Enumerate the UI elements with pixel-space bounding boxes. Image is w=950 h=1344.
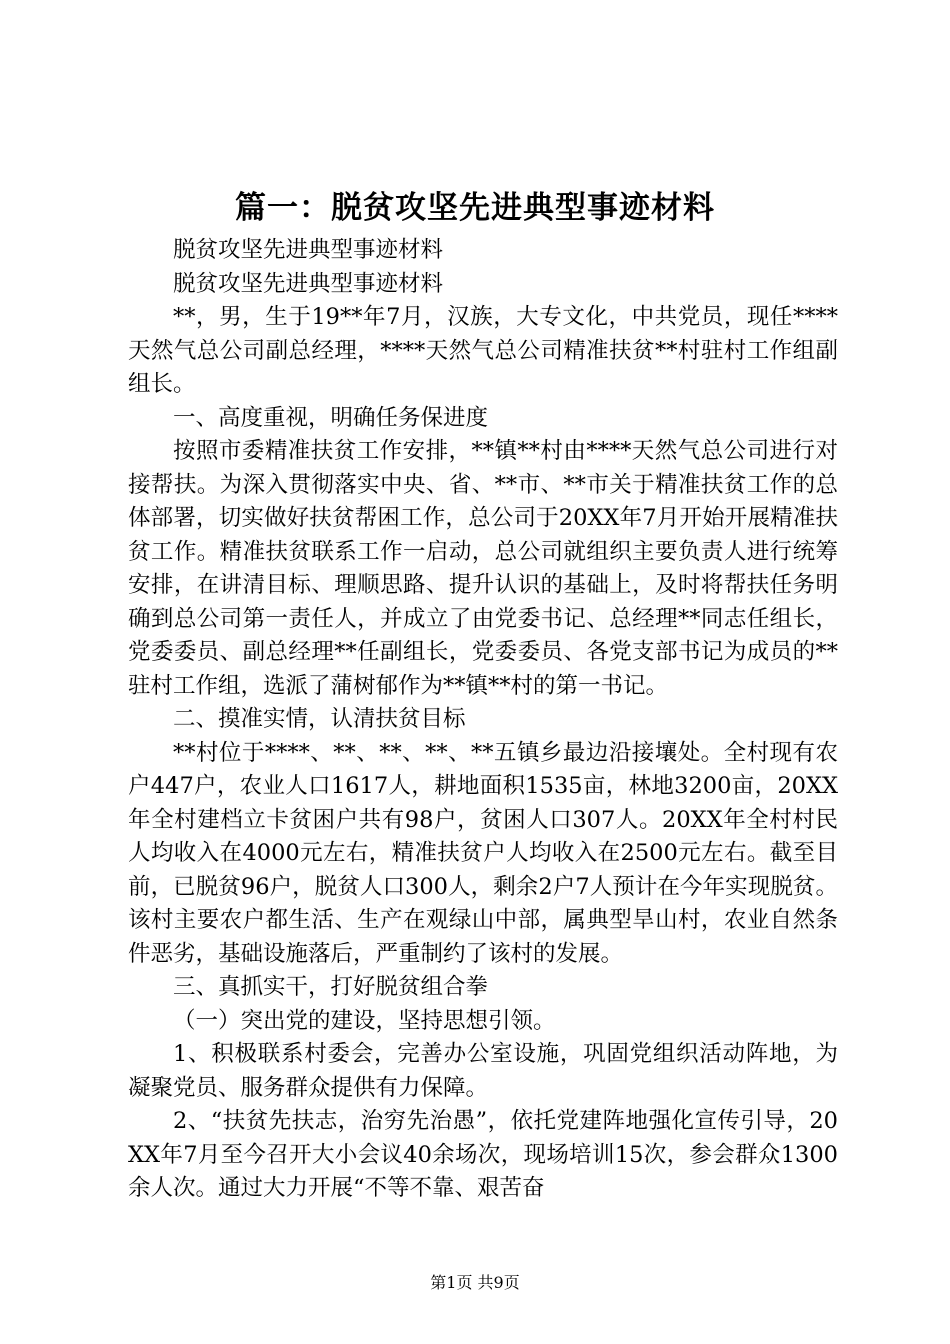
body-paragraph: 按照市委精准扶贫工作安排，**镇**村由****天然气总公司进行对接帮扶。为深入贯彻落实中央、省、**市、**市关于精准扶贫工作的总体部署，切实做好扶贫帮困工作，总公司于20XX年7月开始开展精准扶贫工作。精准扶贫联系工作一启动，总公司就组织主要负责人进行统筹安排，在讲清目标、理顺思路、提升认识的基础上，及时将帮扶任务明确到总公司第一责任人，并成立了由党委书记、总经理**同志任组长，党委委员、副总经理**任副组长，党委委员、各党支部书记为成员的**驻村工作组，选派了蒲树郁作为**镇**村的第一书记。 bbox=[128, 438, 838, 699]
subsection-heading: （一）突出党的建设，坚持思想引领。 bbox=[173, 1007, 556, 1034]
document-body bbox=[128, 234, 838, 1206]
list-item: 2、“扶贫先扶志，治穷先治愚”，依托党建阵地强化宣传引导，20XX年7月至今召开大小会议40余场次，现场培训15次，参会群众1300余人次。通过大力开展“不等不靠、艰苦奋 bbox=[128, 1108, 838, 1201]
subtitle-line: 脱贫攻坚先进典型事迹材料 bbox=[173, 270, 444, 297]
list-item: 1、积极联系村委会，完善办公室设施，巩固党组织活动阵地，为凝聚党员、服务群众提供有力保障。 bbox=[128, 1041, 838, 1101]
subtitle-line: 脱贫攻坚先进典型事迹材料 bbox=[173, 237, 444, 263]
document-title: 篇一：脱贫攻坚先进典型事迹材料 bbox=[235, 190, 715, 226]
intro-paragraph: **，男，生于19**年7月，汉族，大专文化，中共党员，现任****天然气总公司副总经理，****天然气总公司精准扶贫**村驻村工作组副组长。 bbox=[128, 304, 838, 397]
section-heading: 一、高度重视，明确任务保进度 bbox=[173, 404, 489, 431]
page-number-footer: 第1页 共9页 bbox=[430, 1273, 520, 1292]
section-heading: 三、真抓实干，打好脱贫组合拳 bbox=[173, 974, 489, 1000]
body-paragraph: **村位于****、**、**、**、**五镇乡最边沿接壤处。全村现有农户447户，农业人口1617人，耕地面积1535亩，林地3200亩，20XX年全村建档立卡贫困户共有98户，贫困人口307人。20XX年全村村民人均收入在4000元左右，精准扶贫户人均收入在2500元左右。截至目前，已脱贫96户，脱贫人口300人，剩余2户7人预计在今年实现脱贫。该村主要农户都生活、生产在观绿山中部，属典型旱山村，农业自然条件恶劣，基础设施落后，严重制约了该村的发展。 bbox=[128, 739, 838, 967]
section-heading: 二、摸准实情，认清扶贫目标 bbox=[173, 706, 466, 732]
